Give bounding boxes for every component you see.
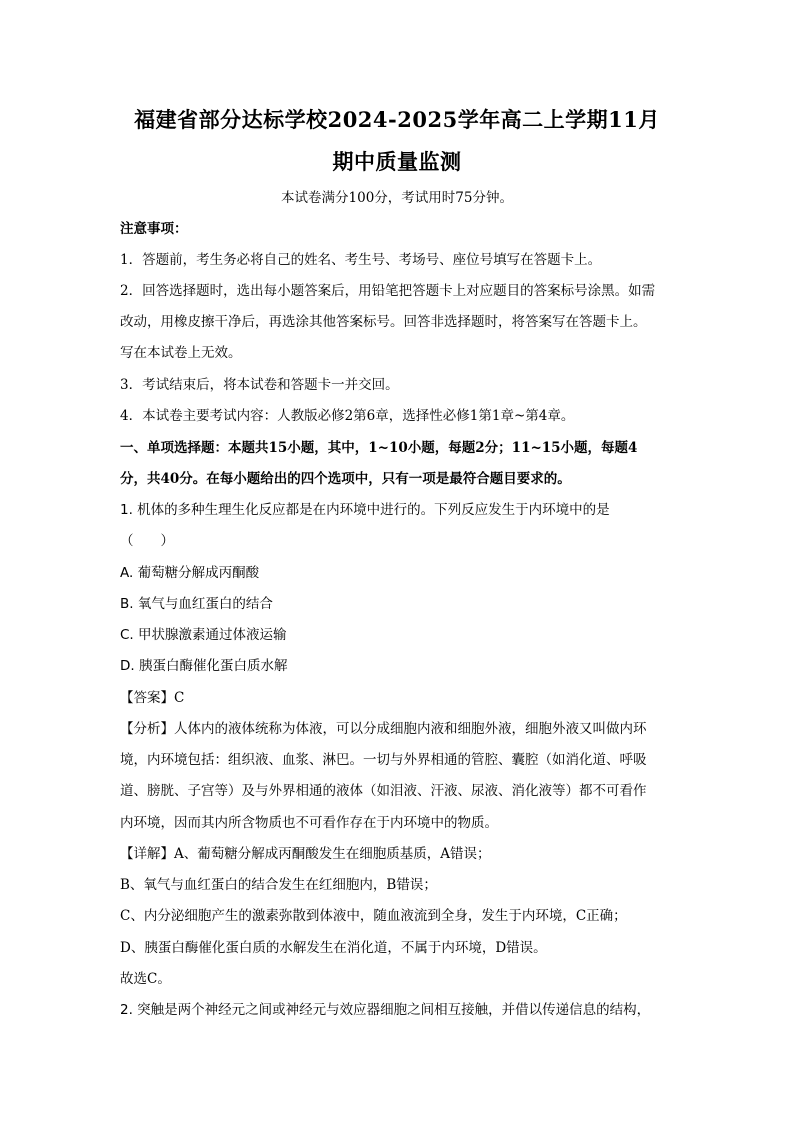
notice-item-1: 1．答题前，考生务必将自己的姓名、考生号、考场号、座位号填写在答题卡上。 bbox=[120, 252, 602, 268]
question-1-detail-line-4: D、胰蛋白酶催化蛋白质的水解发生在消化道，不属于内环境，D错误。 bbox=[120, 940, 547, 956]
notice-item-2-line-1: 2．回答选择题时，选出每小题答案后，用铅笔把答题卡上对应题目的答案标号涂黑。如需 bbox=[120, 283, 656, 299]
question-2-stem-line-1: 2. 突触是两个神经元之间或神经元与效应器细胞之间相互接触，并借以传递信息的结构， bbox=[120, 1002, 651, 1018]
question-1-option-b: B. 氧气与血红蛋白的结合 bbox=[120, 596, 273, 612]
question-1-answer: 【答案】C bbox=[120, 690, 185, 706]
exam-info: 本试卷满分100分，考试用时75分钟。 bbox=[281, 190, 513, 206]
question-1-analysis-line-2: 境，内环境包括：组织液、血浆、淋巴。一切与外界相通的管腔、囊腔（如消化道、呼吸 bbox=[120, 752, 647, 768]
question-1-analysis-line-3: 道、膀胱、子宫等）及与外界相通的液体（如泪液、汗液、尿液、消化液等）都不可看作 bbox=[120, 783, 647, 799]
question-1-option-a: A. 葡萄糖分解成丙酮酸 bbox=[120, 565, 260, 581]
question-1-stem-line-1: 1. 机体的多种生理生化反应都是在内环境中进行的。下列反应发生于内环境中的是 bbox=[120, 502, 610, 518]
question-1-option-c: C. 甲状腺激素通过体液运输 bbox=[120, 627, 287, 643]
notice-item-2-line-2: 改动，用橡皮擦干净后，再选涂其他答案标号。回答非选择题时，将答案写在答题卡上。 bbox=[120, 314, 647, 330]
section-heading-line-2: 分，共40分。在每小题给出的四个选项中，只有一项是最符合题目要求的。 bbox=[120, 471, 571, 487]
question-1-conclusion: 故选C。 bbox=[120, 971, 171, 987]
document-title-line-1: 福建省部分达标学校2024-2025学年高二上学期11月 bbox=[134, 107, 660, 132]
question-1-analysis-line-1: 【分析】人体内的液体统称为体液，可以分成细胞内液和细胞外液，细胞外液又叫做内环 bbox=[120, 721, 647, 737]
question-1-analysis-line-4: 内环境，因而其内所含物质也不可看作存在于内环境中的物质。 bbox=[120, 815, 498, 831]
question-1-stem-line-2: （ ） bbox=[120, 533, 174, 549]
notice-item-2-line-3: 写在本试卷上无效。 bbox=[120, 345, 242, 361]
document-title-line-2: 期中质量监测 bbox=[332, 149, 462, 174]
question-1-detail-line-1: 【详解】A、葡萄糖分解成丙酮酸发生在细胞质基质，A错误； bbox=[120, 846, 491, 862]
question-1-detail-line-3: C、内分泌细胞产生的激素弥散到体液中，随血液流到全身，发生于内环境，C正确； bbox=[120, 908, 627, 924]
notice-item-4: 4．本试卷主要考试内容：人教版必修2第6章，选择性必修1第1章~第4章。 bbox=[120, 408, 575, 424]
notice-heading: 注意事项： bbox=[120, 221, 188, 237]
notice-item-3: 3．考试结束后，将本试卷和答题卡一并交回。 bbox=[120, 377, 399, 393]
question-1-option-d: D. 胰蛋白酶催化蛋白质水解 bbox=[120, 658, 288, 674]
question-1-detail-line-2: B、氧气与血红蛋白的结合发生在红细胞内，B错误； bbox=[120, 877, 437, 893]
section-heading-line-1: 一、单项选择题：本题共15小题，其中，1~10小题，每题2分；11~15小题，每题4 bbox=[120, 440, 638, 456]
